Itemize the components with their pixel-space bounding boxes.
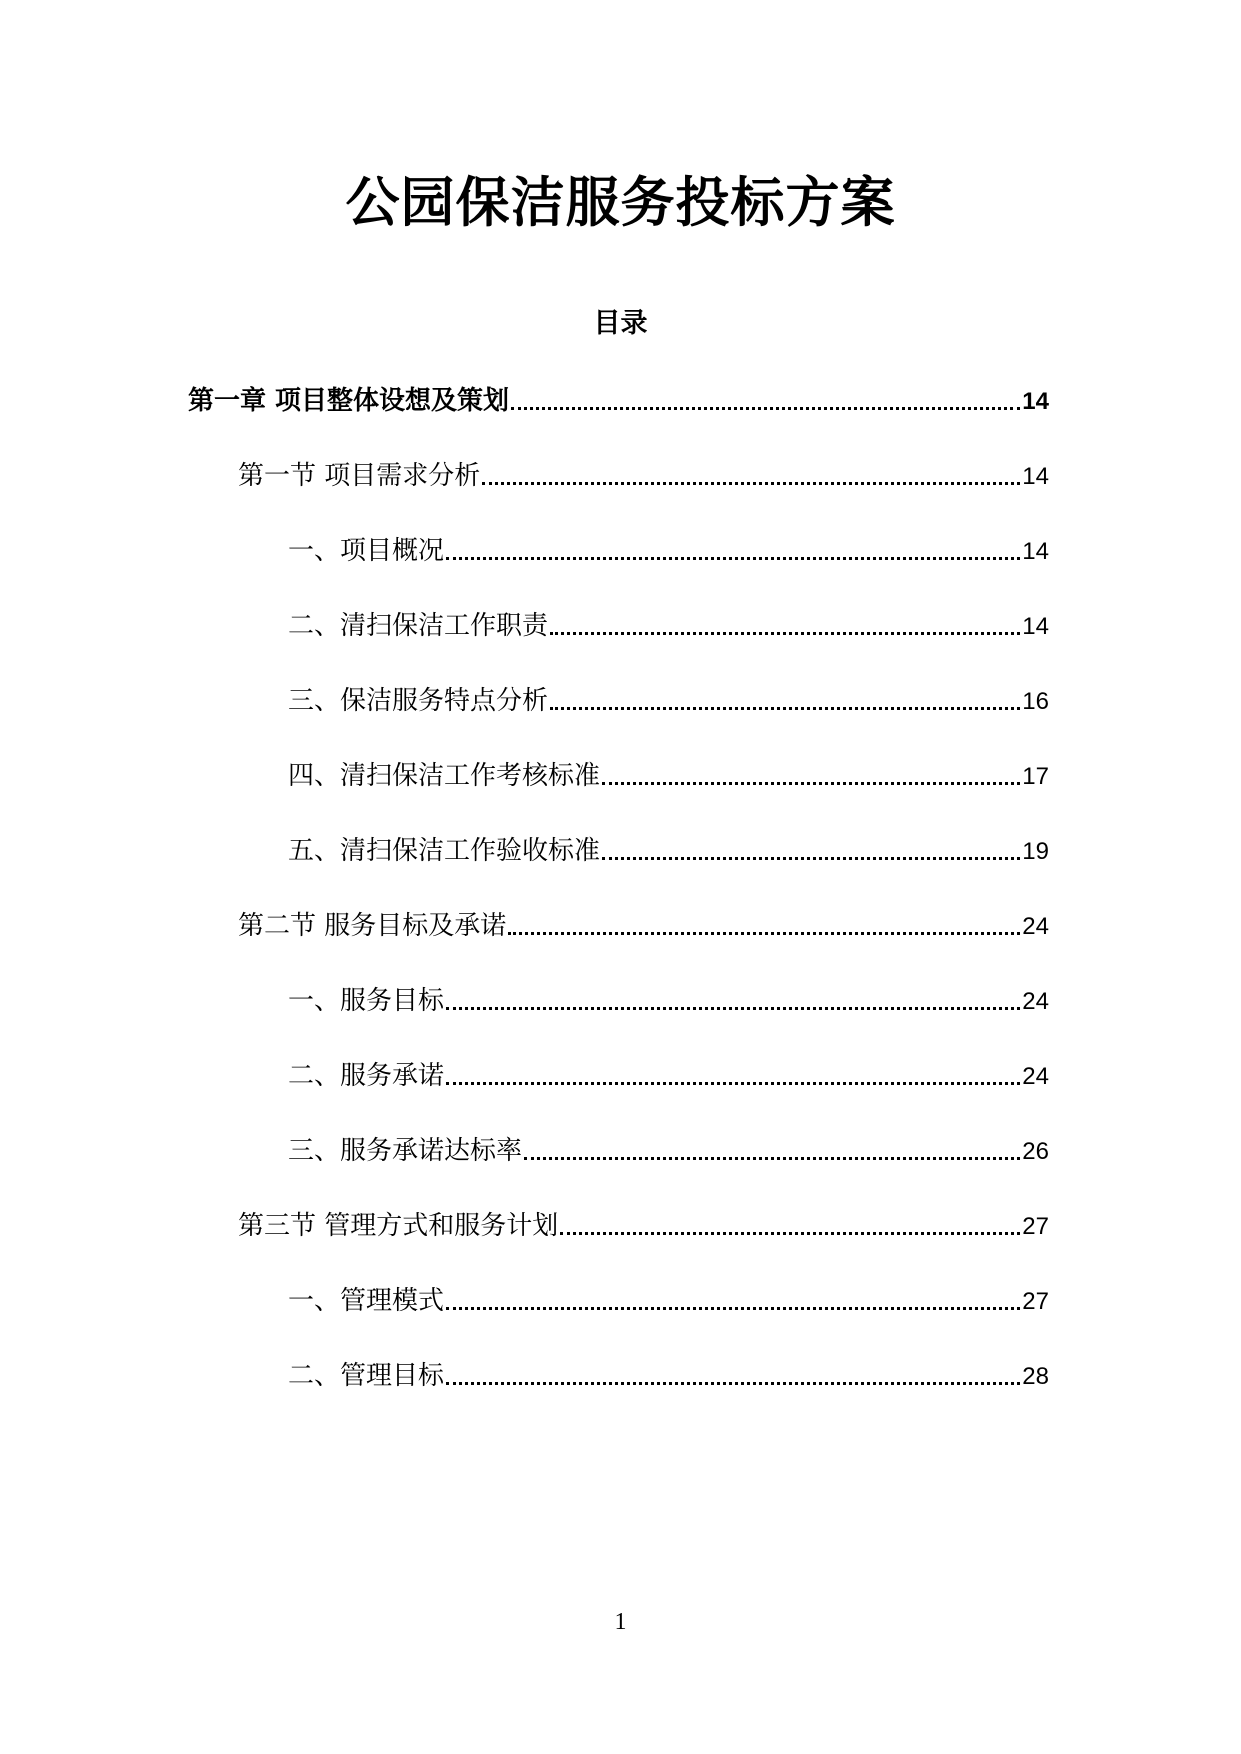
toc-entry-section[interactable] bbox=[238, 1199, 1049, 1239]
toc-entry-subsection[interactable] bbox=[288, 674, 1049, 714]
toc-entry-title: 五、清扫保洁工作验收标准 bbox=[288, 836, 601, 866]
page-number: 1 bbox=[614, 1609, 627, 1635]
toc-dot-leader bbox=[602, 857, 1020, 860]
toc-entry-subsection[interactable] bbox=[288, 974, 1049, 1014]
toc-page-number: 28 bbox=[1022, 1363, 1049, 1390]
toc-dot-leader bbox=[446, 1307, 1020, 1310]
toc-entry-title: 二、服务承诺 bbox=[288, 1061, 445, 1091]
toc-page-number: 16 bbox=[1022, 688, 1049, 715]
document-title: 公园保洁服务投标方案 bbox=[345, 171, 896, 234]
toc-entry-title: 第一节 项目需求分析 bbox=[238, 461, 481, 491]
toc-entry-title: 二、管理目标 bbox=[288, 1361, 445, 1391]
toc-entry-subsection[interactable] bbox=[288, 1274, 1049, 1314]
toc-entry-title: 第二节 服务目标及承诺 bbox=[238, 911, 507, 941]
toc-entry-subsection[interactable] bbox=[288, 1124, 1049, 1164]
toc-entry-subsection[interactable] bbox=[288, 1349, 1049, 1389]
toc-dot-leader bbox=[446, 1082, 1020, 1085]
toc-entry-title: 第三节 管理方式和服务计划 bbox=[238, 1211, 559, 1241]
toc-entry-section[interactable] bbox=[238, 899, 1049, 939]
toc-page-number: 24 bbox=[1022, 913, 1049, 940]
toc-dot-leader bbox=[446, 1382, 1020, 1385]
toc-entry-subsection[interactable] bbox=[288, 524, 1049, 564]
toc-dot-leader bbox=[524, 1157, 1020, 1160]
toc-entry-title: 四、清扫保洁工作考核标准 bbox=[288, 761, 601, 791]
toc-entry-title: 一、服务目标 bbox=[288, 986, 445, 1016]
toc-dot-leader bbox=[550, 707, 1020, 710]
toc-page-number: 17 bbox=[1022, 763, 1049, 790]
toc-page-number: 14 bbox=[1022, 613, 1049, 640]
toc-dot-leader bbox=[482, 482, 1020, 485]
toc-dot-leader bbox=[446, 1007, 1020, 1010]
toc-entry-title: 第一章 项目整体设想及策划 bbox=[188, 386, 510, 416]
toc-page-number: 14 bbox=[1022, 388, 1049, 415]
toc-entry-title: 一、管理模式 bbox=[288, 1286, 445, 1316]
toc-dot-leader bbox=[508, 932, 1020, 935]
toc-page-number: 24 bbox=[1022, 1063, 1049, 1090]
toc-page-number: 27 bbox=[1022, 1288, 1049, 1315]
toc-dot-leader bbox=[602, 782, 1020, 785]
toc-entry-chapter[interactable] bbox=[188, 374, 1049, 414]
toc-page-number: 26 bbox=[1022, 1138, 1049, 1165]
toc-page-number: 19 bbox=[1022, 838, 1049, 865]
toc-heading: 目录 bbox=[593, 308, 648, 339]
toc-page-number: 14 bbox=[1022, 538, 1049, 565]
toc-entry-title: 二、清扫保洁工作职责 bbox=[288, 611, 549, 641]
toc-entry-subsection[interactable] bbox=[288, 749, 1049, 789]
toc-entry-title: 一、项目概况 bbox=[288, 536, 445, 566]
toc-dot-leader bbox=[511, 407, 1020, 410]
toc-page-number: 24 bbox=[1022, 988, 1049, 1015]
toc-entry-subsection[interactable] bbox=[288, 1049, 1049, 1089]
toc-entry-subsection[interactable] bbox=[288, 599, 1049, 639]
toc-page-number: 27 bbox=[1022, 1213, 1049, 1240]
toc-dot-leader bbox=[550, 632, 1020, 635]
toc-entry-title: 三、保洁服务特点分析 bbox=[288, 686, 549, 716]
toc-entry-section[interactable] bbox=[238, 449, 1049, 489]
toc-dot-leader bbox=[446, 557, 1020, 560]
toc-dot-leader bbox=[560, 1232, 1020, 1235]
toc-entry-subsection[interactable] bbox=[288, 824, 1049, 864]
toc-page-number: 14 bbox=[1022, 463, 1049, 490]
toc-entry-title: 三、服务承诺达标率 bbox=[288, 1136, 523, 1166]
